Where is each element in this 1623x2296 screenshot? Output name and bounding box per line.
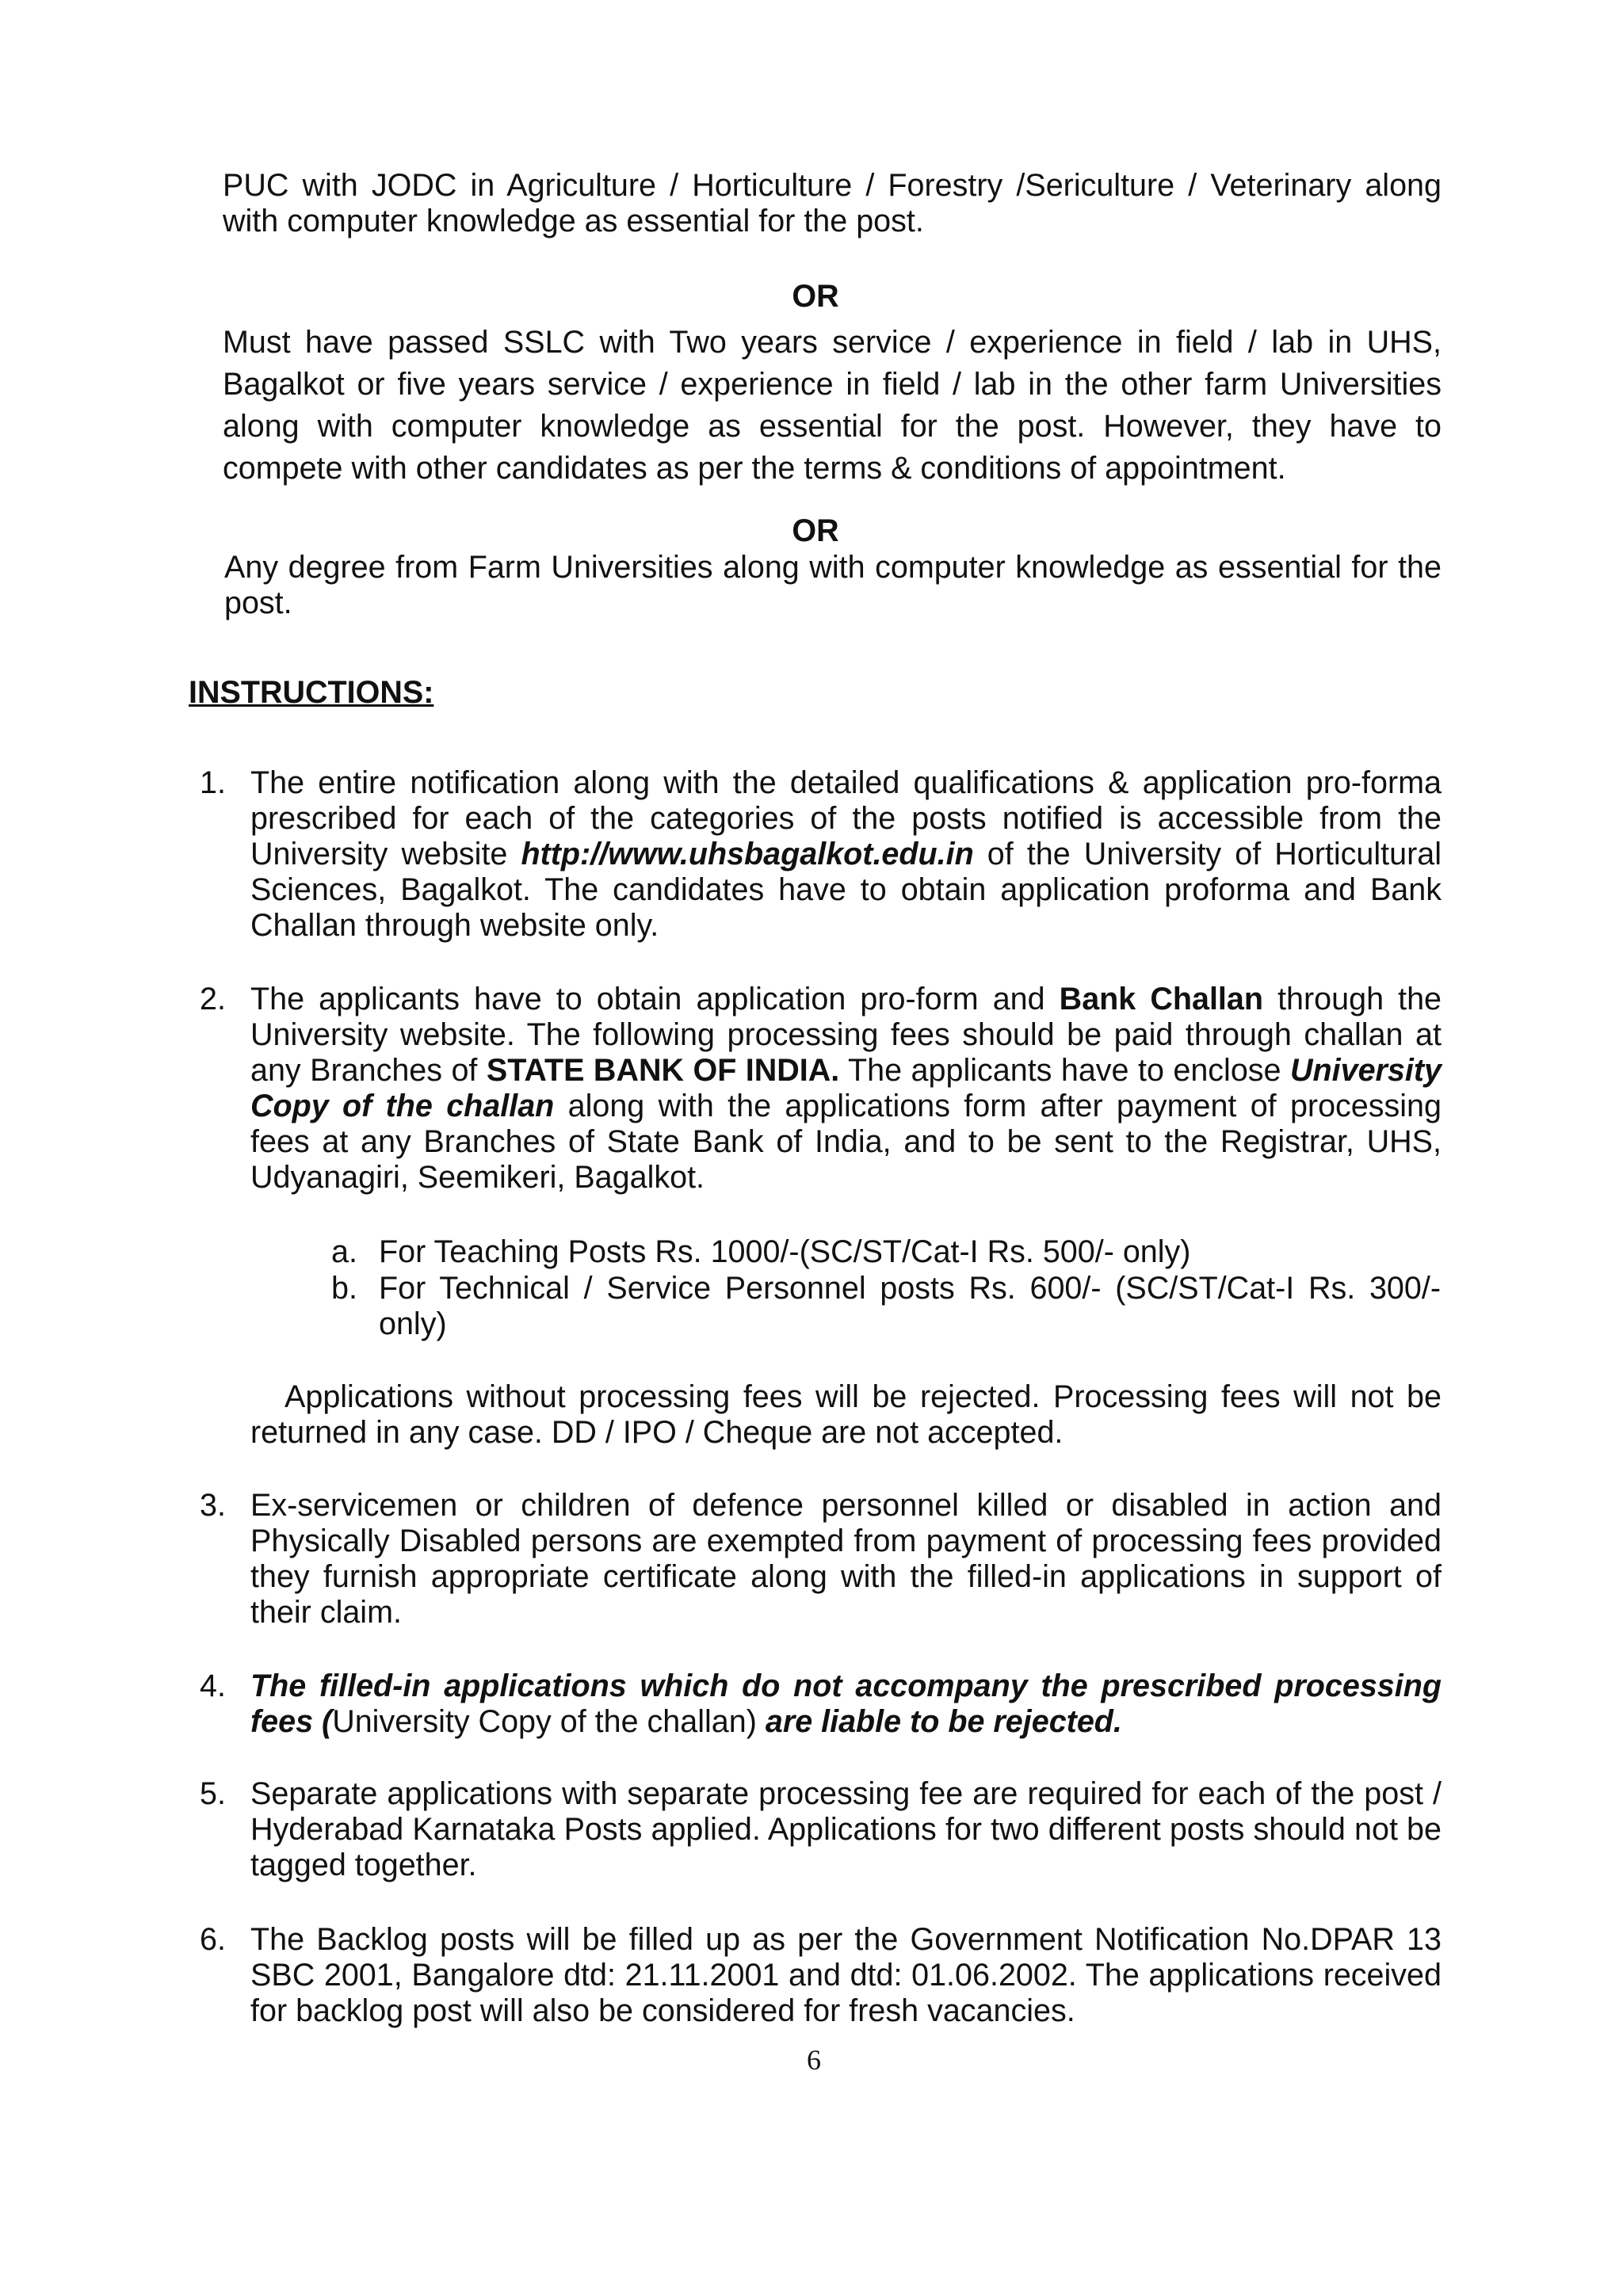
university-website-link[interactable]: http://www.uhsbagalkot.edu.in — [521, 837, 974, 871]
item-2-text-b: through the University website. The following processing fees should be paid through challan at any Branches of — [250, 982, 1442, 1088]
fee-item-letter-b: b. — [331, 1271, 357, 1306]
item-2-text-a: The applicants have to obtain application pro-form and — [250, 982, 1060, 1016]
instruction-item-1 — [250, 765, 1442, 944]
bank-challan-bold: Bank Challan — [1059, 982, 1263, 1016]
or-separator-2: OR — [792, 513, 839, 548]
instruction-item-2 — [250, 982, 1442, 1196]
instructions-heading: INSTRUCTIONS: — [189, 675, 434, 710]
item-number-3: 3. — [200, 1488, 226, 1523]
item-number-2: 2. — [200, 982, 226, 1016]
item-4-text-close: ) — [746, 1704, 766, 1739]
qualification-paragraph-1: PUC with JODC in Agriculture / Horticulture / Forestry /Sericulture / Veterinary along with computer knowledge as essential for the post. — [223, 168, 1442, 238]
item-4-text: University Copy of the challan — [332, 1704, 747, 1739]
item-1-text-b: of the University of Horticultural Sciences, Bagalkot. The candidates have to obtain application proforma and Bank Challan through website only. — [250, 837, 1442, 943]
state-bank-bold: STATE BANK OF INDIA. — [486, 1053, 840, 1088]
item-1-text-a: The entire notification along with the detailed qualifications & application pro-forma prescribed for each of the categories of the posts notified is accessible from the University website — [250, 765, 1442, 871]
item-2-text-c: The applicants have to enclose — [839, 1053, 1290, 1088]
item-number-4: 4. — [200, 1669, 226, 1703]
item-number-5: 5. — [200, 1776, 226, 1811]
item-4-emphasis-a: The filled-in applications which do not accompany the prescribed processing fees ( — [250, 1669, 1442, 1739]
item-4-emphasis-b: are liable to be rejected. — [765, 1704, 1122, 1739]
fee-item-letter-a: a. — [331, 1234, 357, 1269]
instruction-item-4 — [250, 1669, 1442, 1740]
item-number-6: 6. — [200, 1922, 226, 1957]
page-number: 6 — [807, 2044, 821, 2076]
fee-item-teaching: For Teaching Posts Rs. 1000/-(SC/ST/Cat-I Rs. 500/- only) — [379, 1234, 1191, 1269]
qualification-paragraph-3: Any degree from Farm Universities along with computer knowledge as essential for the post. — [224, 550, 1442, 620]
university-copy-emphasis: University Copy of the challan — [250, 1053, 1442, 1123]
instruction-item-5: Separate applications with separate processing fee are required for each of the post / Hyderabad Karnataka Posts applied. Applications for two different posts should not be tagged together. — [250, 1776, 1442, 1882]
or-separator-1: OR — [792, 279, 839, 314]
item-number-1: 1. — [200, 765, 226, 800]
processing-fee-note: Applications without processing fees will be rejected. Processing fees will not be returned in any case. DD / IPO / Cheque are not accepted. — [250, 1379, 1442, 1450]
qualification-paragraph-2: Must have passed SSLC with Two years service / experience in field / lab in UHS, Bagalkot or five years service / experience in field / lab in the other farm Universities along with computer knowledge as essential for the post. However, they have to compete with other candidates as per the terms & conditions of appointment. — [223, 325, 1442, 486]
instruction-item-6: The Backlog posts will be filled up as per the Government Notification No.DPAR 13 SBC 2001, Bangalore dtd: 21.11.2001 and dtd: 01.06.2002. The applications received for backlog post will also be considered for fresh vacancies. — [250, 1922, 1442, 2028]
item-2-text-d: along with the applications form after payment of processing fees at any Branches of State Bank of India, and to be sent to the Registrar, UHS, Udyanagiri, Seemikeri, Bagalkot. — [250, 1089, 1442, 1195]
instruction-item-3: Ex-servicemen or children of defence personnel killed or disabled in action and Physically Disabled persons are exempted from payment of processing fees provided they furnish appropriate certificate along with the filled-in applications in support of their claim. — [250, 1488, 1442, 1630]
fee-item-technical: For Technical / Service Personnel posts Rs. 600/- (SC/ST/Cat-I Rs. 300/- only) — [379, 1271, 1441, 1341]
